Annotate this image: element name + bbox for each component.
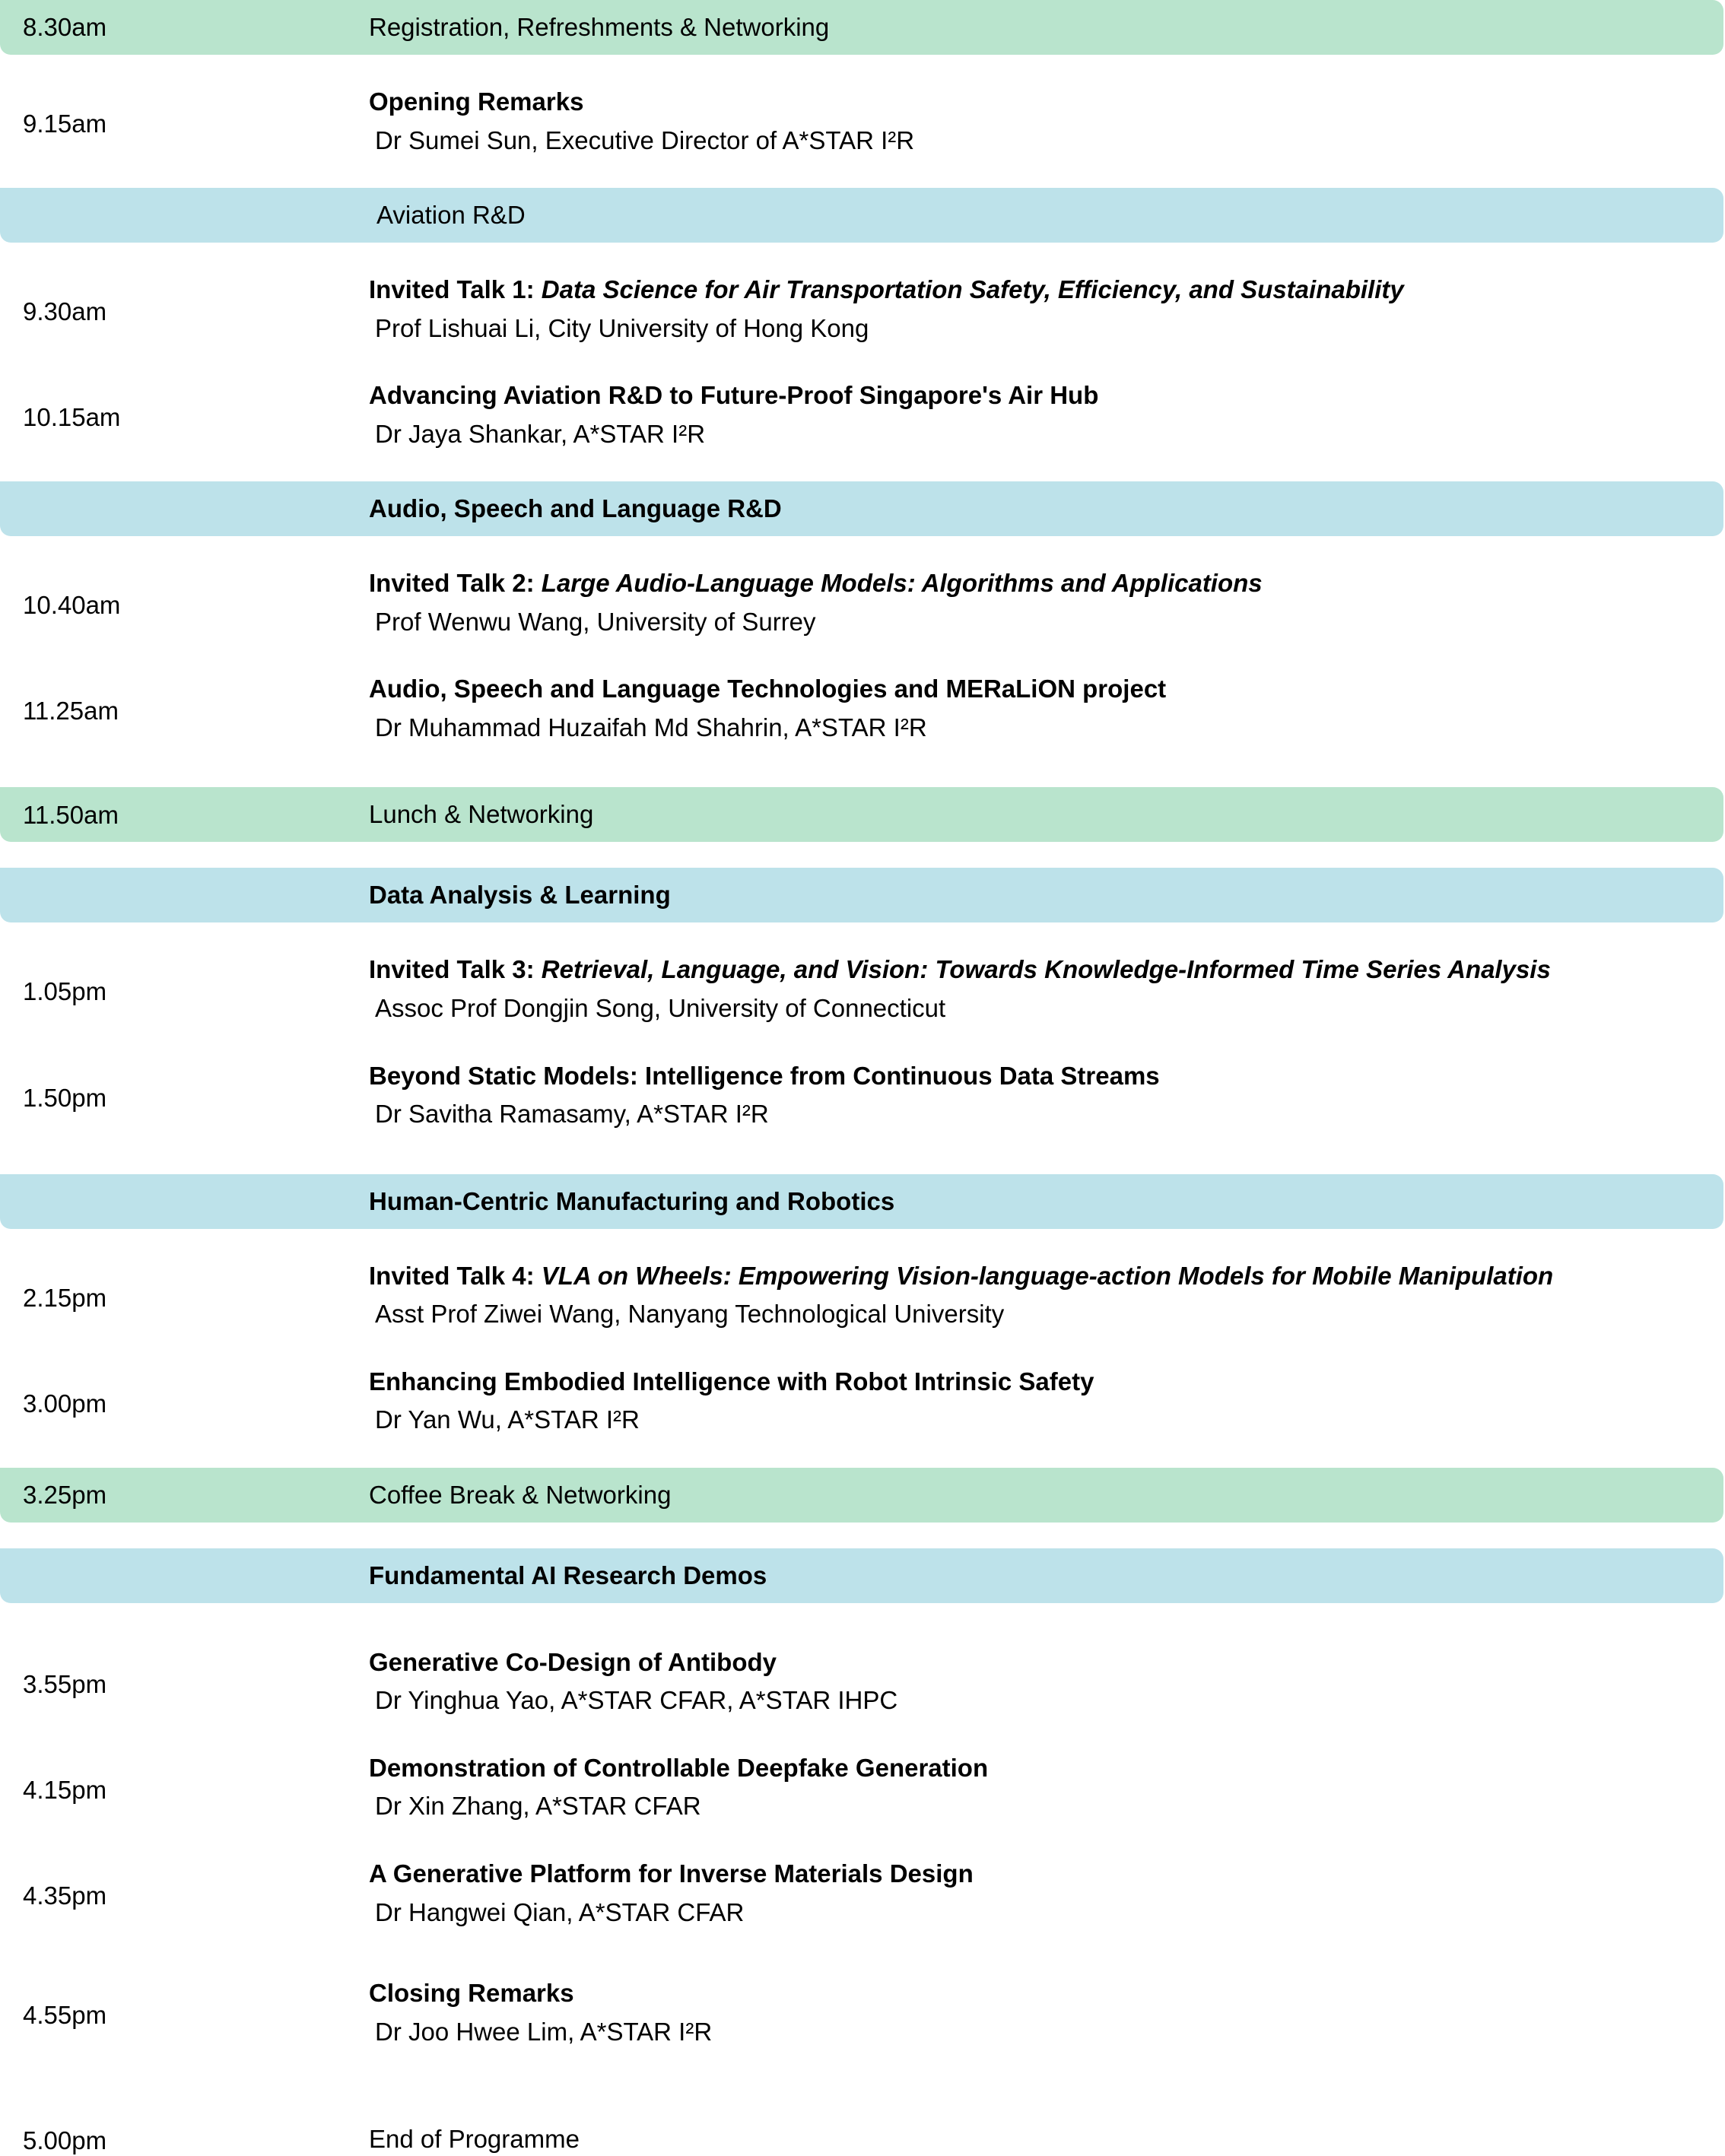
talk-row bbox=[0, 1243, 1725, 1348]
talk-title-prefix: Invited Talk 1: bbox=[369, 275, 542, 304]
talk-title bbox=[369, 1259, 1702, 1294]
row-time: 4.55pm bbox=[23, 2001, 107, 2030]
row-content bbox=[355, 1187, 1723, 1216]
row-time: 3.25pm bbox=[23, 1481, 107, 1510]
row-content bbox=[355, 1259, 1725, 1332]
talk-title bbox=[369, 1751, 1702, 1786]
talk-speaker: Dr Muhammad Huzaifah Md Shahrin, A*STAR I²R bbox=[375, 713, 927, 741]
row-content bbox=[355, 379, 1725, 451]
talk-title bbox=[369, 1857, 1702, 1891]
break-title: Coffee Break & Networking bbox=[369, 1480, 672, 1509]
talk-speaker: Assoc Prof Dongjin Song, University of Connecticut bbox=[375, 994, 946, 1023]
talk-title bbox=[369, 85, 1702, 119]
row-content bbox=[355, 881, 1723, 910]
talk-row bbox=[0, 68, 1725, 174]
talk-speaker: Dr Yan Wu, A*STAR I²R bbox=[375, 1405, 640, 1434]
talk-title-text: Generative Co-Design of Antibody bbox=[369, 1647, 777, 1676]
talk-row bbox=[0, 1960, 1725, 2066]
section-header-row bbox=[0, 188, 1723, 243]
row-spacer bbox=[0, 55, 1725, 68]
talk-title bbox=[369, 1646, 1702, 1680]
talk-speaker: Dr Yinghua Yao, A*STAR CFAR, A*STAR IHPC bbox=[375, 1686, 898, 1715]
talk-title-text: Beyond Static Models: Intelligence from Continuous Data Streams bbox=[369, 1061, 1160, 1090]
talk-title-text: Audio, Speech and Language Technologies and MERaLiON project bbox=[369, 675, 1167, 703]
section-header-row bbox=[0, 868, 1723, 922]
talk-title bbox=[369, 273, 1702, 307]
row-time: 10.15am bbox=[23, 403, 121, 432]
row-content bbox=[355, 1059, 1725, 1132]
talk-title-text: Large Audio-Language Models: Algorithms and Applications bbox=[541, 569, 1263, 598]
row-content bbox=[355, 85, 1725, 157]
talk-title-text: Retrieval, Language, and Vision: Towards Knowledge-Informed Time Series Analysis bbox=[541, 955, 1551, 984]
row-content bbox=[355, 1481, 1723, 1510]
talk-speaker: Asst Prof Ziwei Wang, Nanyang Technological University bbox=[375, 1300, 1005, 1329]
row-content bbox=[355, 672, 1725, 745]
talk-title bbox=[369, 567, 1702, 601]
talk-row bbox=[0, 656, 1725, 761]
row-time: 11.50am bbox=[23, 800, 119, 829]
talk-title bbox=[369, 1059, 1702, 1094]
talk-title bbox=[369, 1977, 1702, 2011]
row-spacer bbox=[0, 761, 1725, 787]
end-of-programme-label: End of Programme bbox=[369, 2125, 580, 2154]
talk-title bbox=[369, 1365, 1702, 1399]
end-of-programme-row bbox=[0, 2119, 1725, 2156]
talk-speaker: Dr Savitha Ramasamy, A*STAR I²R bbox=[375, 1100, 769, 1129]
row-spacer bbox=[0, 1523, 1725, 1548]
section-title: Aviation R&D bbox=[376, 201, 526, 230]
row-content bbox=[355, 1646, 1725, 1718]
row-content bbox=[355, 201, 1723, 230]
break-row bbox=[0, 0, 1723, 55]
row-content bbox=[355, 1857, 1725, 1929]
talk-title-text: Enhancing Embodied Intelligence with Robot Intrinsic Safety bbox=[369, 1367, 1094, 1396]
row-time: 1.50pm bbox=[23, 1083, 107, 1112]
talk-row bbox=[0, 936, 1725, 1042]
talk-title bbox=[369, 672, 1702, 706]
row-time: 4.15pm bbox=[23, 1775, 107, 1804]
row-spacer bbox=[0, 536, 1725, 550]
row-content bbox=[355, 273, 1725, 345]
row-content bbox=[355, 2125, 1725, 2154]
section-title: Audio, Speech and Language R&D bbox=[369, 494, 782, 523]
talk-title bbox=[369, 379, 1702, 413]
row-time: 5.00pm bbox=[23, 2126, 107, 2155]
row-content bbox=[355, 1561, 1723, 1590]
row-time: 1.05pm bbox=[23, 977, 107, 1006]
talk-row bbox=[0, 1629, 1725, 1735]
row-content bbox=[355, 13, 1723, 42]
talk-row bbox=[0, 550, 1725, 656]
row-spacer bbox=[0, 468, 1725, 481]
row-time: 11.25am bbox=[23, 697, 119, 726]
talk-title-text: Demonstration of Controllable Deepfake Generation bbox=[369, 1753, 989, 1782]
row-spacer bbox=[0, 1946, 1725, 1960]
row-spacer bbox=[0, 1229, 1725, 1243]
break-title: Lunch & Networking bbox=[369, 800, 594, 829]
break-title: Registration, Refreshments & Networking bbox=[369, 13, 830, 41]
talk-row bbox=[0, 1735, 1725, 1840]
row-spacer bbox=[0, 2066, 1725, 2119]
talk-title-prefix: Invited Talk 4: bbox=[369, 1261, 542, 1290]
row-spacer bbox=[0, 842, 1725, 868]
talk-title-text: Data Science for Air Transportation Safety, Efficiency, and Sustainability bbox=[541, 275, 1404, 304]
break-row bbox=[0, 1468, 1723, 1523]
row-time: 3.55pm bbox=[23, 1669, 107, 1698]
talk-title-text: VLA on Wheels: Empowering Vision-language-action Models for Mobile Manipulation bbox=[541, 1261, 1554, 1290]
row-time: 8.30am bbox=[23, 13, 107, 42]
row-content bbox=[355, 494, 1723, 523]
talk-speaker: Prof Lishuai Li, City University of Hong Kong bbox=[375, 313, 869, 342]
talk-row bbox=[0, 1043, 1725, 1148]
section-header-row bbox=[0, 1548, 1723, 1603]
row-time: 10.40am bbox=[23, 591, 121, 620]
row-content bbox=[355, 800, 1723, 829]
row-content bbox=[355, 567, 1725, 639]
row-content bbox=[355, 1977, 1725, 2049]
talk-speaker: Dr Xin Zhang, A*STAR CFAR bbox=[375, 1792, 701, 1821]
row-content bbox=[355, 953, 1725, 1025]
row-time: 3.00pm bbox=[23, 1389, 107, 1418]
row-spacer bbox=[0, 1148, 1725, 1174]
talk-speaker: Prof Wenwu Wang, University of Surrey bbox=[375, 607, 816, 636]
row-time: 9.30am bbox=[23, 297, 107, 326]
section-title: Fundamental AI Research Demos bbox=[369, 1561, 767, 1589]
row-spacer bbox=[0, 922, 1725, 936]
talk-speaker: Dr Jaya Shankar, A*STAR I²R bbox=[375, 419, 706, 448]
row-spacer bbox=[0, 1603, 1725, 1629]
talk-speaker: Dr Sumei Sun, Executive Director of A*STAR I²R bbox=[375, 125, 915, 154]
talk-title-text: Closing Remarks bbox=[369, 1979, 574, 2008]
section-title: Human-Centric Manufacturing and Robotics bbox=[369, 1186, 895, 1215]
talk-title-text: Advancing Aviation R&D to Future-Proof Singapore's Air Hub bbox=[369, 381, 1099, 410]
talk-title-text: Opening Remarks bbox=[369, 87, 584, 116]
talk-speaker: Dr Joo Hwee Lim, A*STAR I²R bbox=[375, 2017, 713, 2046]
row-spacer bbox=[0, 174, 1725, 188]
section-header-row bbox=[0, 1174, 1723, 1229]
talk-row bbox=[0, 1348, 1725, 1454]
row-spacer bbox=[0, 243, 1725, 256]
row-time: 2.15pm bbox=[23, 1283, 107, 1312]
talk-row bbox=[0, 362, 1725, 468]
row-spacer bbox=[0, 1454, 1725, 1468]
talk-title-text: A Generative Platform for Inverse Materials Design bbox=[369, 1859, 974, 1888]
row-time: 9.15am bbox=[23, 110, 107, 138]
talk-row bbox=[0, 1840, 1725, 1946]
row-content bbox=[355, 1751, 1725, 1824]
talk-speaker: Dr Hangwei Qian, A*STAR CFAR bbox=[375, 1897, 745, 1926]
section-title: Data Analysis & Learning bbox=[369, 881, 671, 910]
section-header-row bbox=[0, 481, 1723, 536]
talk-title-prefix: Invited Talk 3: bbox=[369, 955, 542, 984]
row-time: 4.35pm bbox=[23, 1881, 107, 1910]
talk-row bbox=[0, 256, 1725, 362]
row-content bbox=[355, 1365, 1725, 1437]
talk-title-prefix: Invited Talk 2: bbox=[369, 569, 542, 598]
break-row bbox=[0, 787, 1723, 842]
talk-title bbox=[369, 953, 1702, 987]
